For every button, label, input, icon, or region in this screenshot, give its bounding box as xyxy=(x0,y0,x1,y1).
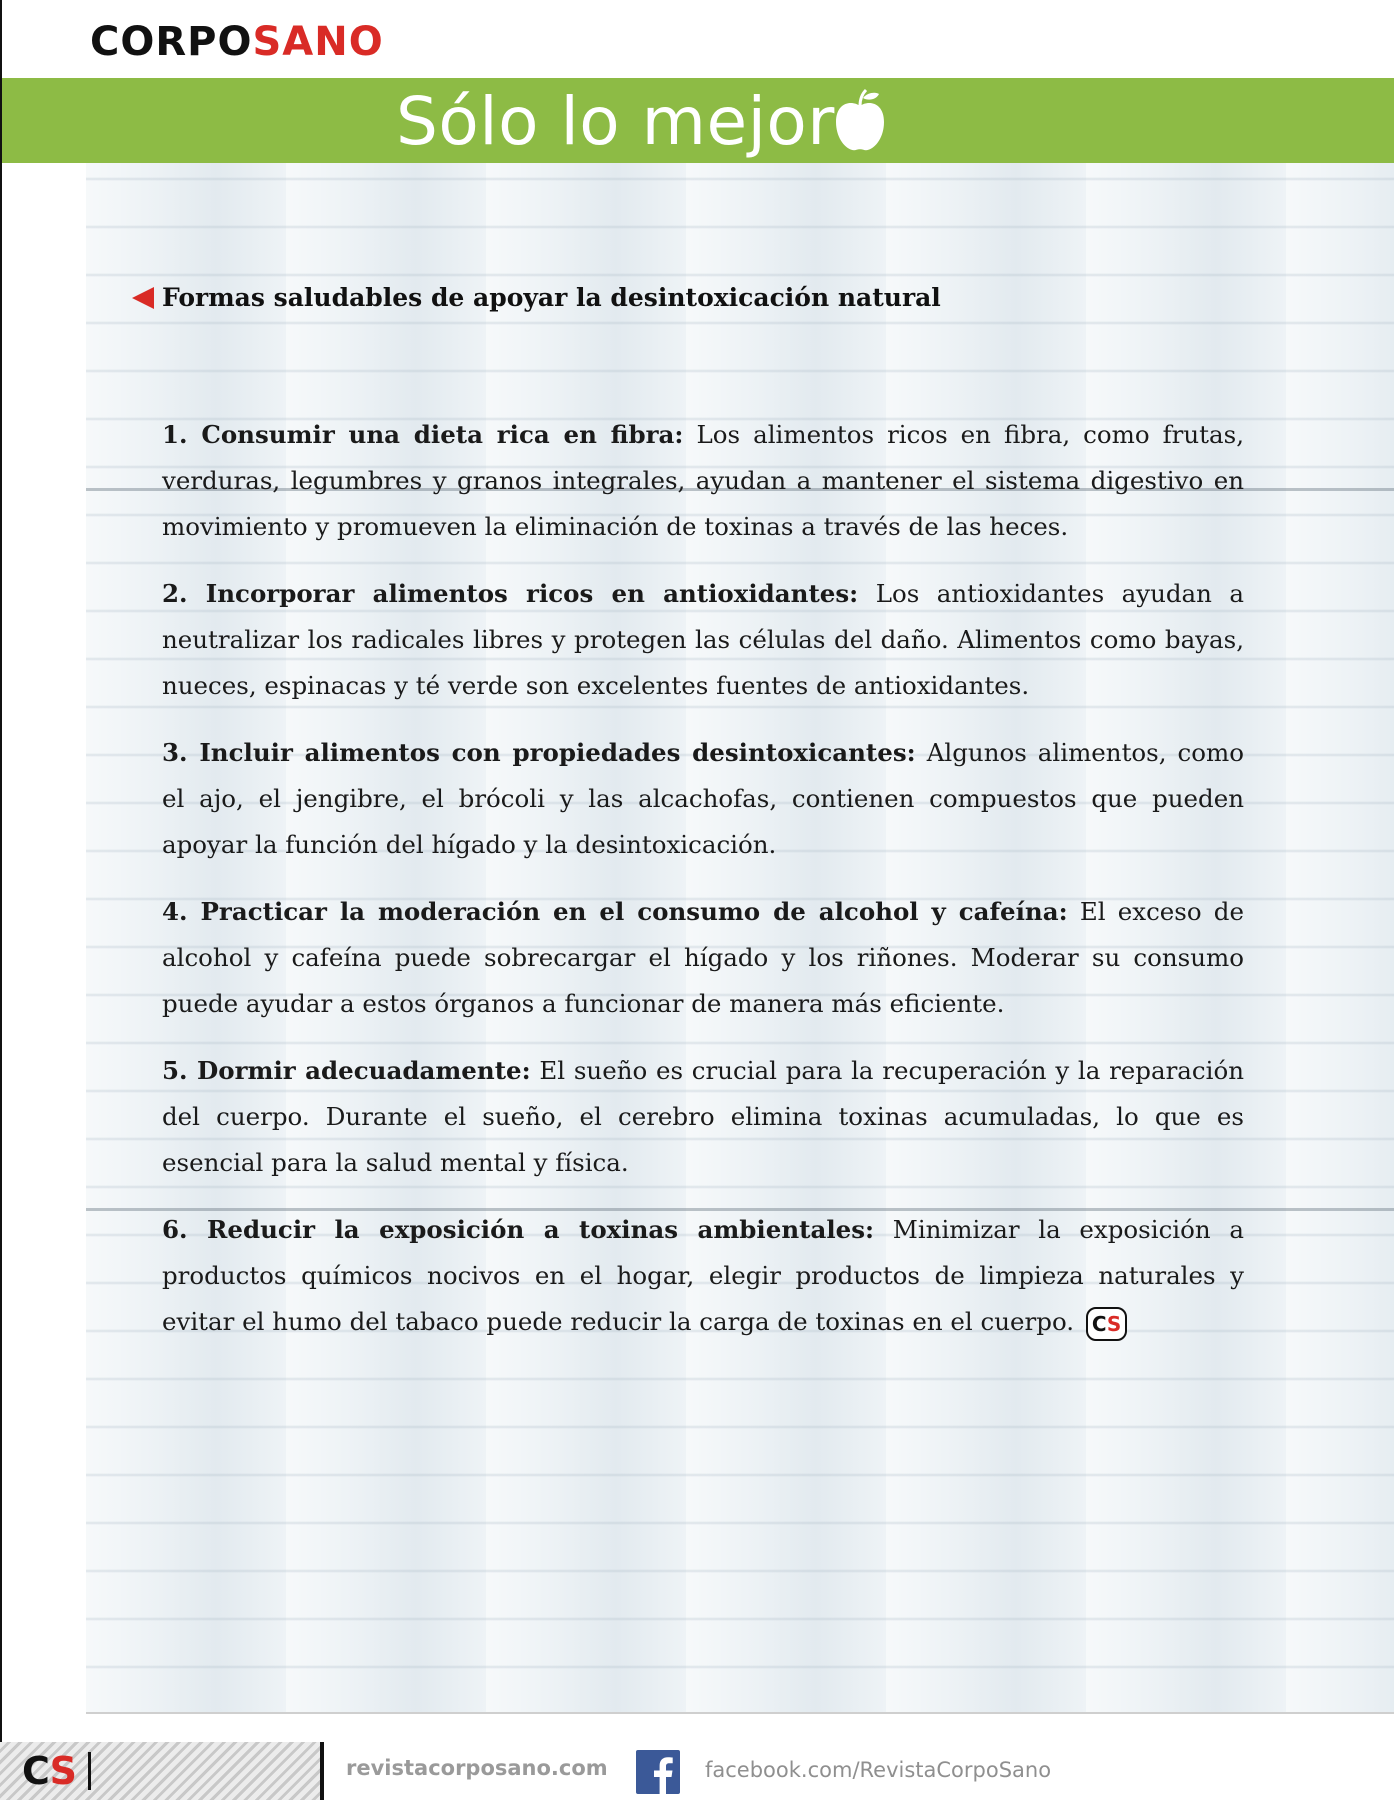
item-title: 2. Incorporar alimentos ricos en antioxidantes: xyxy=(162,579,859,608)
item-text: El exceso de alcohol y cafeína puede sobrecargar el hígado y los riñones. Moderar su consumo puede ayudar a estos órganos a funcionar de manera más eficiente. xyxy=(162,897,1244,1018)
facebook-icon[interactable] xyxy=(636,1750,680,1794)
list-item xyxy=(162,1048,1244,1186)
list-item xyxy=(162,571,1244,709)
list-item xyxy=(162,889,1244,1027)
website-link[interactable]: revistacorposano.com xyxy=(346,1756,608,1780)
article-heading: Formas saludables de apoyar la desintoxicación natural xyxy=(162,283,941,312)
apple-icon xyxy=(832,88,888,154)
logo-part-corpo: CORPO xyxy=(90,19,253,65)
heading-marker-icon xyxy=(132,287,154,309)
item-title: 5. Dormir adecuadamente: xyxy=(162,1056,531,1085)
item-text: Minimizar la exposición a productos químicos nocivos en el hogar, elegir productos de limpieza naturales y evitar el humo del tabaco puede reducir la carga de toxinas en el cuerpo. xyxy=(162,1215,1244,1336)
item-title: 4. Practicar la moderación en el consumo de alcohol y cafeína: xyxy=(162,897,1068,926)
footer-cs-logo[interactable]: CS xyxy=(22,1749,76,1793)
item-title: 3. Incluir alimentos con propiedades desintoxicantes: xyxy=(162,738,916,767)
page-edge-rule xyxy=(0,0,2,1800)
banner-title: Sólo lo mejor xyxy=(396,83,835,160)
detox-tips-list xyxy=(162,412,1244,1366)
logo-part-sano: SANO xyxy=(252,19,384,65)
footer-separator xyxy=(86,1712,1394,1714)
item-text: Algunos alimentos, como el ajo, el jengibre, el brócoli y las alcachofas, contienen compuestos que pueden apoyar la función del hígado y la desintoxicación. xyxy=(162,738,1245,859)
list-item xyxy=(162,412,1244,550)
item-text: El sueño es crucial para la recuperación y la reparación del cuerpo. Durante el sueño, el cerebro elimina toxinas acumuladas, lo que es esencial para la salud mental y física. xyxy=(162,1056,1244,1177)
item-text: Los alimentos ricos en fibra, como frutas, verduras, legumbres y granos integrales, ayudan a mantener el sistema digestivo en movimiento y promueven la eliminación de toxinas a través de las heces. xyxy=(162,420,1244,541)
list-item xyxy=(162,1207,1244,1345)
footer-divider xyxy=(320,1742,324,1800)
list-item xyxy=(162,730,1244,868)
item-title: 6. Reducir la exposición a toxinas ambientales: xyxy=(162,1215,875,1244)
item-text: Los antioxidantes ayudan a neutralizar los radicales libres y protegen las células del daño. Alimentos como bayas, nueces, espinacas y té verde son excelentes fuentes de antioxidantes. xyxy=(162,579,1245,700)
end-of-article-mark: CS xyxy=(1086,1307,1127,1341)
item-title: 1. Consumir una dieta rica en fibra: xyxy=(162,420,684,449)
footer-logo-bar xyxy=(88,1752,91,1790)
corposano-logo[interactable] xyxy=(90,19,384,65)
facebook-link[interactable]: facebook.com/RevistaCorpoSano xyxy=(705,1758,1052,1782)
